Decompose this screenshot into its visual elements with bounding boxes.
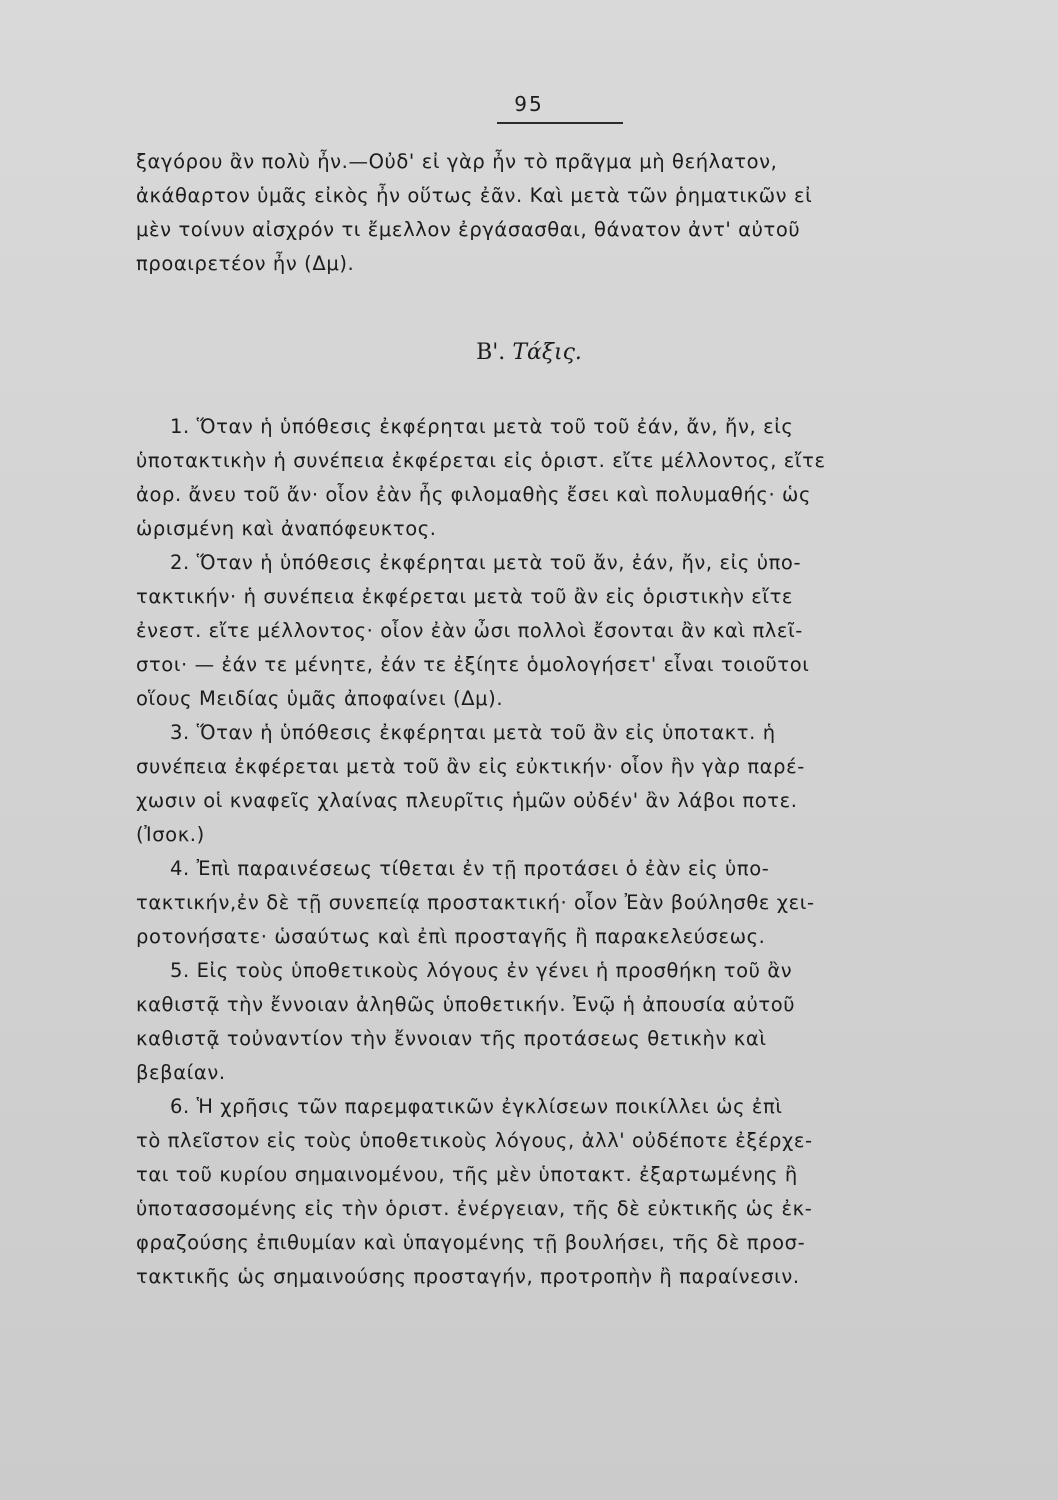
- text-line: συνέπεια ἐκφέρεται μετὰ τοῦ ἂν εἰς εὐκτικήν· οἷον ἢν γὰρ παρέ-: [136, 755, 805, 778]
- text-line: χωσιν οἱ κναφεῖς χλαίνας πλευρῖτις ἡμῶν οὐδέν' ἂν λάβοι ποτε.: [136, 789, 798, 812]
- numbered-rule-start: 3. Ὅταν ἡ ὑπόθεσις ἐκφέρηται μετὰ τοῦ ἂν εἰς ὑποτακτ. ἡ: [170, 721, 776, 744]
- section-title: Τάξις.: [512, 340, 582, 365]
- text-line: ἀκάθαρτον ὑμᾶς εἰκὸς ἦν οὕτως ἐᾶν. Καὶ μετὰ τῶν ῥηματικῶν εἰ: [136, 184, 813, 207]
- text-line: φραζούσης ἐπιθυμίαν καὶ ὑπαγομένης τῇ βουλήσει, τῆς δὲ προσ-: [136, 1231, 806, 1254]
- text-line: βεβαίαν.: [136, 1061, 226, 1084]
- text-line: τακτικήν· ἡ συνέπεια ἐκφέρεται μετὰ τοῦ ἂν εἰς ὁριστικὴν εἴτε: [136, 585, 794, 608]
- text-line: καθιστᾷ τοὐναντίον τὴν ἔννοιαν τῆς προτάσεως θετικὴν καὶ: [136, 1027, 767, 1050]
- text-line: προαιρετέον ἦν (Δμ).: [136, 252, 355, 275]
- text-line: ἐνεστ. εἴτε μέλλοντος· οἷον ἐὰν ὦσι πολλοὶ ἔσονται ἂν καὶ πλεῖ-: [136, 619, 803, 642]
- text-line: ξαγόρου ἂν πολὺ ἦν.—Οὐδ' εἰ γὰρ ἦν τὸ πρᾶγμα μὴ θεήλατον,: [136, 150, 778, 173]
- numbered-rule-start: 1. Ὅταν ἡ ὑπόθεσις ἐκφέρηται μετὰ τοῦ τοῦ ἐάν, ἄν, ἤν, εἰς: [170, 415, 794, 438]
- text-line: στοι· — ἐάν τε μένητε, ἐάν τε ἐξίητε ὁμολογήσετ' εἶναι τοιοῦτοι: [136, 653, 810, 676]
- text-line: ἀορ. ἄνευ τοῦ ἄν· οἷον ἐὰν ἦς φιλομαθὴς ἔσει καὶ πολυμαθής· ὡς: [136, 483, 812, 506]
- text-line: καθιστᾷ τὴν ἔννοιαν ἀληθῶς ὑποθετικήν. Ἐνῷ ἡ ἀπουσία αὐτοῦ: [136, 993, 796, 1016]
- numbered-rule-start: 4. Ἐπὶ παραινέσεως τίθεται ἐν τῇ προτάσει ὁ ἐὰν εἰς ὑπο-: [170, 857, 770, 880]
- numbered-rule-start: 6. Ἡ χρῆσις τῶν παρεμφατικῶν ἐγκλίσεων ποικίλλει ὡς ἐπὶ: [170, 1095, 783, 1118]
- section-number: Β'.: [476, 340, 506, 365]
- text-line: (Ἰσοκ.): [136, 823, 205, 846]
- text-line: μὲν τοίνυν αἰσχρόν τι ἔμελλον ἐργάσασθαι, θάνατον ἀντ' αὐτοῦ: [136, 218, 801, 241]
- text-line: τακτικῆς ὡς σημαινούσης προσταγήν, προτροπὴν ἢ παραίνεσιν.: [136, 1265, 800, 1288]
- text-line: ὑποτασσομένης εἰς τὴν ὁριστ. ἐνέργειαν, τῆς δὲ εὐκτικῆς ὡς ἐκ-: [136, 1197, 813, 1220]
- text-line: ὡρισμένη καὶ ἀναπόφευκτος.: [136, 517, 437, 540]
- numbered-rule-start: 2. Ὅταν ἡ ὑπόθεσις ἐκφέρηται μετὰ τοῦ ἄν, ἐάν, ἤν, εἰς ὑπο-: [170, 551, 802, 574]
- page-number: 95: [514, 92, 544, 116]
- text-line: οἵους Μειδίας ὑμᾶς ἀποφαίνει (Δμ).: [136, 687, 504, 710]
- numbered-rule-start: 5. Εἰς τοὺς ὑποθετικοὺς λόγους ἐν γένει ἡ προσθήκη τοῦ ἂν: [170, 959, 793, 982]
- text-line: τὸ πλεῖστον εἰς τοὺς ὑποθετικοὺς λόγους, ἀλλ' οὐδέποτε ἐξέρχε-: [136, 1129, 813, 1152]
- text-line: ροτονήσατε· ὡσαύτως καὶ ἐπὶ προσταγῆς ἢ παρακελεύσεως.: [136, 925, 766, 948]
- header-rule: [497, 122, 623, 124]
- text-line: ὑποτακτικὴν ἡ συνέπεια ἐκφέρεται εἰς ὁριστ. εἴτε μέλλοντος, εἴτε: [136, 449, 826, 472]
- text-line: τακτικήν,ἐν δὲ τῇ συνεπείᾳ προστακτική· οἷον Ἐὰν βούλησθε χει-: [136, 891, 815, 914]
- body-text: [136, 410, 931, 1294]
- text-line: ται τοῦ κυρίου σημαινομένου, τῆς μὲν ὑποτακτ. ἐξαρτωμένης ἢ: [136, 1163, 798, 1186]
- section-heading: [0, 340, 1058, 365]
- intro-paragraph: [136, 145, 931, 281]
